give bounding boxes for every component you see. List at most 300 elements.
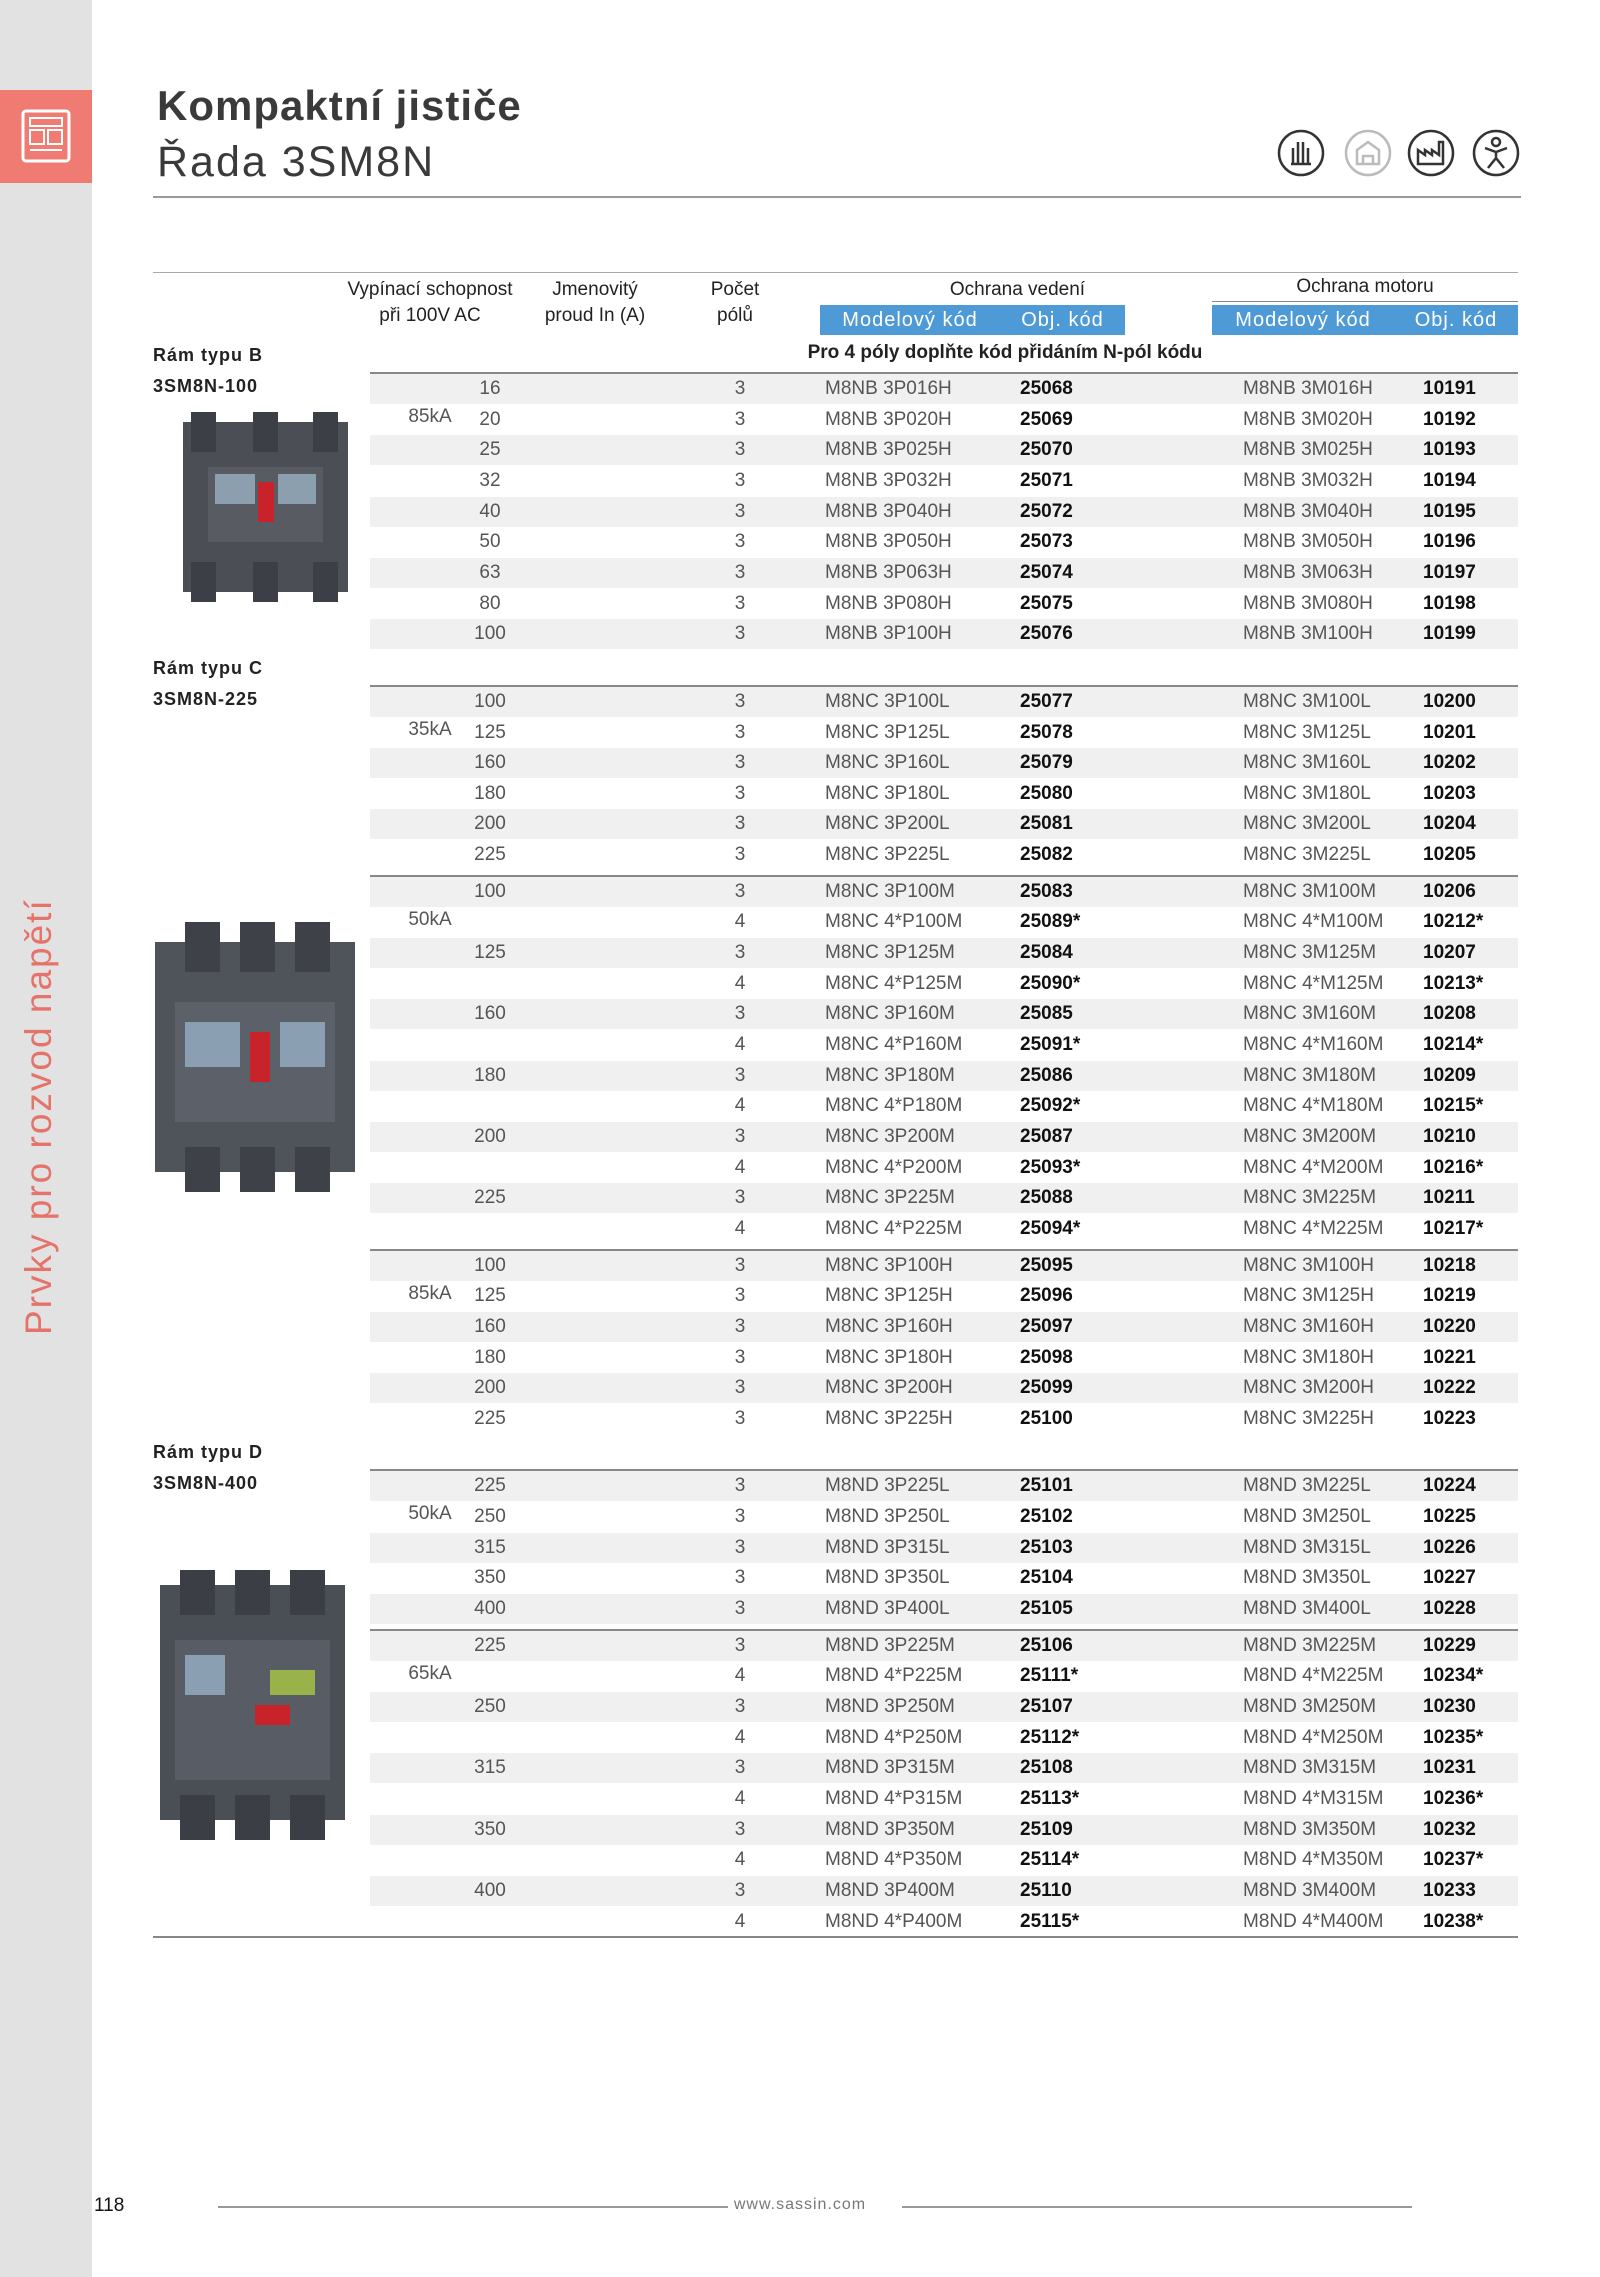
motor-order-code: 10230 [1423, 1696, 1476, 1717]
poles: 3 [734, 1407, 746, 1429]
motor-order-code: 10224 [1423, 1475, 1476, 1497]
motor-order-code: 10235* [1423, 1726, 1484, 1748]
motor-model-code: M8NC 3M225M [1243, 1187, 1377, 1209]
rated-current: 100 [474, 690, 506, 712]
table-row [370, 435, 1518, 465]
line-order-code: 25114* [1020, 1849, 1080, 1871]
motor-order-code: 10201 [1423, 721, 1476, 743]
motor-model-code: M8ND 3M350L [1243, 1567, 1371, 1589]
motor-order-code: 10195 [1423, 500, 1476, 522]
line-model-code: M8NC 3P200H [825, 1377, 953, 1399]
poles: 3 [734, 844, 746, 866]
table-row [370, 1845, 1518, 1875]
line-model-code: M8NC 3P200M [825, 1125, 955, 1147]
breaking-capacity: 35kA [408, 718, 452, 740]
rated-current: 180 [474, 1346, 506, 1368]
line-order-code: 25068 [1020, 378, 1073, 399]
table-row [370, 1091, 1518, 1121]
poles: 3 [734, 1125, 746, 1147]
line-model-code: M8NB 3P040H [825, 500, 952, 522]
table-row [370, 748, 1518, 778]
poles: 3 [734, 1254, 746, 1276]
breaking-capacity: 50kA [408, 1503, 452, 1525]
line-order-code: 25102 [1020, 1506, 1073, 1528]
line-model-code: M8NC 3P100M [825, 880, 955, 902]
header-poles: Počet pólů [710, 279, 760, 326]
line-order-code: 25077 [1020, 690, 1073, 712]
table-row [370, 1153, 1518, 1183]
motor-model-code: M8NB 3M050H [1243, 531, 1373, 553]
header-line [153, 272, 1518, 273]
motor-model-code: M8NC 3M200H [1243, 1377, 1374, 1399]
rated-current: 250 [474, 1506, 506, 1528]
table-row [370, 969, 1518, 999]
line-model-code: M8ND 3P400L [825, 1598, 950, 1620]
motor-order-code: 10207 [1423, 942, 1476, 964]
motor-order-code: 10222 [1423, 1377, 1476, 1399]
rated-current: 160 [474, 752, 506, 774]
table-row [370, 589, 1518, 619]
motor-model-code: M8ND 4*M350M [1243, 1849, 1384, 1871]
motor-model-code: M8NB 3M025H [1243, 439, 1373, 461]
motor-model-code: M8NC 4*M125M [1243, 972, 1384, 994]
line-order-code: 25095 [1020, 1254, 1073, 1276]
breaking-capacity: 65kA [408, 1662, 452, 1684]
line-order-code: 25075 [1020, 592, 1073, 614]
motor-model-code: M8NC 3M160H [1243, 1315, 1374, 1337]
line-order-code: 25084 [1020, 942, 1073, 964]
line-order-code: 25085 [1020, 1003, 1073, 1025]
line-model-code: M8NC 4*P180M [825, 1095, 963, 1117]
table-row [370, 1907, 1518, 1937]
page-number: 118 [94, 2195, 125, 2216]
poles: 3 [734, 561, 746, 583]
motor-model-code: M8NC 3M125H [1243, 1285, 1374, 1307]
poles: 4 [734, 1665, 746, 1687]
poles: 3 [734, 752, 746, 774]
table-row [370, 779, 1518, 809]
factory-icon [1406, 128, 1456, 178]
rated-current: 50 [479, 531, 501, 553]
motor-order-code: 10232 [1423, 1818, 1476, 1840]
table-row [370, 1030, 1518, 1060]
motor-order-code: 10208 [1423, 1003, 1476, 1025]
breaking-capacity: 85kA [408, 406, 452, 427]
rated-current: 200 [474, 1377, 506, 1399]
poles: 3 [734, 1598, 746, 1620]
motor-model-code: M8ND 3M250L [1243, 1506, 1371, 1528]
line-model-code: M8ND 4*P225M [825, 1665, 963, 1687]
motor-order-code: 10233 [1423, 1879, 1476, 1901]
motor-order-code: 10200 [1423, 690, 1476, 712]
line-model-code: M8NB 3P100H [825, 623, 952, 645]
header-motor-code: Obj. kód [1394, 305, 1518, 335]
line-model-code: M8ND 3P350L [825, 1567, 950, 1589]
table-row [370, 1281, 1518, 1311]
poles: 3 [734, 721, 746, 743]
header-line-protection: Ochrana vedení [949, 279, 1086, 300]
motor-model-code: M8ND 4*M400M [1243, 1910, 1384, 1932]
breaking-capacity: 85kA [408, 1282, 452, 1304]
frame-label: Rám typu B [153, 345, 264, 365]
poles: 4 [734, 1849, 746, 1871]
poles: 3 [734, 1634, 746, 1656]
line-model-code: M8ND 4*P400M [825, 1910, 963, 1932]
rated-current: 40 [479, 500, 501, 522]
motor-order-code: 10214* [1423, 1034, 1484, 1055]
motor-order-code: 10238* [1423, 1910, 1484, 1932]
header-breaking: Vypínací schopnost při 100V AC [347, 279, 513, 326]
table-row [370, 1594, 1518, 1624]
motor-order-code: 10218 [1423, 1254, 1476, 1276]
rated-current: 100 [474, 1254, 506, 1276]
line-order-code: 25092* [1020, 1095, 1081, 1117]
motor-model-code: M8ND 3M400M [1243, 1879, 1377, 1901]
line-model-code: M8ND 3P315L [825, 1536, 950, 1558]
motor-model-code: M8NB 3M016H [1243, 378, 1373, 399]
motor-model-code: M8NC 3M225L [1243, 844, 1371, 866]
line-model-code: M8NC 4*P200M [825, 1156, 963, 1178]
poles: 3 [734, 880, 746, 902]
line-order-code: 25088 [1020, 1187, 1073, 1209]
table-row [370, 1251, 1518, 1281]
table-row [370, 1214, 1518, 1244]
rated-current: 225 [474, 1187, 506, 1209]
poles: 4 [734, 972, 746, 994]
table-row [370, 619, 1518, 649]
motor-model-code: M8NC 3M160L [1243, 752, 1371, 774]
title-divider [153, 196, 1521, 198]
line-order-code: 25089* [1020, 911, 1081, 933]
line-order-code: 25094* [1020, 1217, 1081, 1239]
poles: 4 [734, 1787, 746, 1809]
motor-model-code: M8ND 3M250M [1243, 1696, 1377, 1717]
line-model-code: M8NC 4*P225M [825, 1217, 963, 1239]
line-order-code: 25087 [1020, 1125, 1073, 1147]
motor-model-code: M8NC 3M180M [1243, 1064, 1377, 1086]
motor-order-code: 10223 [1423, 1407, 1476, 1429]
poles: 4 [734, 1095, 746, 1117]
line-order-code: 25115* [1020, 1910, 1080, 1932]
line-model-code: M8NB 3P050H [825, 531, 952, 553]
motor-order-code: 10205 [1423, 844, 1476, 866]
line-model-code: M8ND 3P225L [825, 1475, 950, 1497]
motor-order-code: 10221 [1423, 1346, 1476, 1368]
line-model-code: M8ND 3P400M [825, 1879, 955, 1901]
poles: 3 [734, 782, 746, 804]
poles: 3 [734, 1536, 746, 1558]
line-model-code: M8ND 3P315M [825, 1757, 955, 1779]
rated-current: 160 [474, 1315, 506, 1337]
line-model-code: M8NC 3P225M [825, 1187, 955, 1209]
motor-model-code: M8NC 3M180H [1243, 1346, 1374, 1368]
motor-header-line [1212, 301, 1518, 302]
motor-model-code: M8ND 3M225M [1243, 1634, 1377, 1656]
rated-current: 225 [474, 1407, 506, 1429]
line-model-code: M8NC 3P160M [825, 1003, 955, 1025]
rated-current: 125 [474, 942, 506, 964]
motor-order-code: 10209 [1423, 1064, 1476, 1086]
motor-model-code: M8ND 3M225L [1243, 1475, 1371, 1497]
header-motor-protection: Ochrana motoru [1296, 276, 1434, 297]
hand-icon [1276, 128, 1326, 178]
line-order-code: 25103 [1020, 1536, 1073, 1558]
rated-current: 160 [474, 1003, 506, 1025]
poles: 3 [734, 1285, 746, 1307]
rated-current: 225 [474, 1634, 506, 1656]
motor-model-code: M8NB 3M063H [1243, 561, 1373, 583]
motor-order-code: 10219 [1423, 1285, 1476, 1307]
line-model-code: M8NC 3P125H [825, 1285, 953, 1307]
line-model-code: M8NC 4*P100M [825, 911, 963, 933]
motor-model-code: M8NC 4*M200M [1243, 1156, 1384, 1178]
motor-model-code: M8NC 3M200M [1243, 1125, 1377, 1147]
table-row [370, 1343, 1518, 1373]
poles: 3 [734, 813, 746, 835]
motor-model-code: M8NC 3M225H [1243, 1407, 1374, 1429]
poles: 3 [734, 1567, 746, 1589]
line-order-code: 25100 [1020, 1407, 1073, 1429]
motor-model-code: M8ND 3M400L [1243, 1598, 1371, 1620]
line-model-code: M8NC 3P100L [825, 690, 950, 712]
motor-order-code: 10215* [1423, 1095, 1484, 1117]
line-order-code: 25098 [1020, 1346, 1073, 1368]
motor-order-code: 10234* [1423, 1665, 1484, 1687]
line-model-code: M8NB 3P020H [825, 408, 952, 430]
table-row [370, 1183, 1518, 1213]
line-order-code: 25099 [1020, 1377, 1073, 1399]
line-model-code: M8NC 3P180H [825, 1346, 953, 1368]
table-row [370, 1692, 1518, 1722]
poles: 4 [734, 1217, 746, 1239]
line-order-code: 25097 [1020, 1315, 1073, 1337]
poles: 3 [734, 1879, 746, 1901]
motor-model-code: M8NC 3M125M [1243, 942, 1377, 964]
page-title: Kompaktní jističe [157, 82, 522, 129]
motor-order-code: 10226 [1423, 1536, 1476, 1558]
table-row [370, 718, 1518, 748]
line-model-code: M8NB 3P063H [825, 561, 952, 583]
motor-model-code: M8NC 3M100L [1243, 690, 1371, 712]
line-order-code: 25071 [1020, 469, 1073, 491]
line-order-code: 25069 [1020, 408, 1073, 430]
motor-model-code: M8NC 3M125L [1243, 721, 1371, 743]
header-rated: Jmenovitý proud In (A) [544, 279, 646, 326]
line-model-code: M8NB 3P080H [825, 592, 952, 614]
table-row [370, 1312, 1518, 1342]
rated-current: 180 [474, 782, 506, 804]
frame-model: 3SM8N-100 [153, 376, 259, 396]
line-order-code: 25086 [1020, 1064, 1073, 1086]
poles: 3 [734, 469, 746, 491]
poles: 3 [734, 1346, 746, 1368]
motor-order-code: 10203 [1423, 782, 1476, 804]
line-model-code: M8NB 3P016H [825, 378, 952, 399]
line-model-code: M8NB 3P025H [825, 439, 952, 461]
line-model-code: M8NC 3P180M [825, 1064, 955, 1086]
motor-model-code: M8NB 3M040H [1243, 500, 1373, 522]
motor-order-code: 10237* [1423, 1849, 1484, 1871]
motor-order-code: 10227 [1423, 1567, 1476, 1589]
line-model-code: M8NC 3P100H [825, 1254, 953, 1276]
motor-order-code: 10210 [1423, 1125, 1476, 1147]
rated-current: 25 [479, 439, 501, 461]
motor-order-code: 10236* [1423, 1787, 1484, 1809]
motor-order-code: 10216* [1423, 1156, 1484, 1178]
motor-model-code: M8NC 4*M180M [1243, 1095, 1384, 1117]
motor-order-code: 10196 [1423, 531, 1476, 553]
poles: 3 [734, 1315, 746, 1337]
motor-order-code: 10193 [1423, 439, 1476, 461]
table-row [370, 877, 1518, 907]
rated-current: 350 [474, 1567, 506, 1589]
header-line-code: Obj. kód [1000, 305, 1125, 335]
poles: 3 [734, 500, 746, 522]
table-row [370, 1373, 1518, 1403]
motor-model-code: M8NC 3M100M [1243, 880, 1377, 902]
breaker-photo-frame-d [160, 1570, 345, 1840]
header-line-model: Modelový kód [820, 305, 1000, 335]
motor-order-code: 10197 [1423, 561, 1476, 583]
table-row [370, 840, 1518, 870]
rated-current: 400 [474, 1879, 506, 1901]
poles: 4 [734, 1034, 746, 1055]
table-row [370, 1876, 1518, 1906]
line-order-code: 25111* [1020, 1665, 1079, 1687]
motor-order-code: 10199 [1423, 623, 1476, 645]
line-order-code: 25107 [1020, 1696, 1073, 1717]
motor-model-code: M8NC 4*M160M [1243, 1034, 1384, 1055]
line-order-code: 25073 [1020, 531, 1073, 553]
table-row [370, 1502, 1518, 1532]
line-order-code: 25113* [1020, 1787, 1080, 1809]
table-row [370, 1661, 1518, 1691]
poles: 3 [734, 623, 746, 645]
line-model-code: M8NC 3P125M [825, 942, 955, 964]
line-model-code: M8ND 3P350M [825, 1818, 955, 1840]
line-order-code: 25083 [1020, 880, 1073, 902]
table-row [370, 527, 1518, 557]
poles: 3 [734, 531, 746, 553]
motor-order-code: 10198 [1423, 592, 1476, 614]
line-order-code: 25106 [1020, 1634, 1073, 1656]
poles: 3 [734, 1506, 746, 1528]
line-model-code: M8ND 3P225M [825, 1634, 955, 1656]
motor-model-code: M8NC 4*M225M [1243, 1217, 1384, 1239]
line-order-code: 25104 [1020, 1567, 1073, 1589]
table-row [370, 1784, 1518, 1814]
line-model-code: M8NB 3P032H [825, 469, 952, 491]
poles: 3 [734, 378, 746, 399]
motor-model-code: M8NC 3M200L [1243, 813, 1371, 835]
poles: 3 [734, 1187, 746, 1209]
line-model-code: M8ND 3P250L [825, 1506, 950, 1528]
motor-order-code: 10191 [1423, 378, 1476, 399]
table-row [370, 999, 1518, 1029]
line-order-code: 25101 [1020, 1475, 1073, 1497]
motor-model-code: M8NB 3M100H [1243, 623, 1373, 645]
line-order-code: 25078 [1020, 721, 1073, 743]
table-row [370, 938, 1518, 968]
line-order-code: 25076 [1020, 623, 1073, 645]
motor-order-code: 10206 [1423, 880, 1476, 902]
motor-model-code: M8NB 3M020H [1243, 408, 1373, 430]
poles: 3 [734, 1696, 746, 1717]
rated-current: 200 [474, 813, 506, 835]
line-model-code: M8ND 4*P250M [825, 1726, 963, 1748]
poles: 4 [734, 1910, 746, 1932]
motor-model-code: M8NC 4*M100M [1243, 911, 1384, 933]
line-model-code: M8NC 3P160L [825, 752, 950, 774]
poles: 3 [734, 1818, 746, 1840]
table-row [370, 466, 1518, 496]
table-row [370, 1723, 1518, 1753]
breaker-photo-frame-c [155, 922, 355, 1192]
line-model-code: M8NC 4*P125M [825, 972, 963, 994]
motor-order-code: 10217* [1423, 1217, 1484, 1239]
table-row [370, 907, 1518, 937]
building-icon [1343, 128, 1393, 178]
rated-current: 125 [474, 1285, 506, 1307]
person-icon [1471, 128, 1521, 178]
line-model-code: M8NC 3P180L [825, 782, 950, 804]
line-order-code: 25108 [1020, 1757, 1073, 1779]
rated-current: 100 [474, 880, 506, 902]
motor-model-code: M8NC 3M160M [1243, 1003, 1377, 1025]
poles: 3 [734, 439, 746, 461]
panel-icon [0, 90, 92, 183]
frame-model: 3SM8N-225 [153, 688, 259, 709]
header-motor-model: Modelový kód [1212, 305, 1394, 335]
line-order-code: 25070 [1020, 439, 1073, 461]
table-row [370, 1061, 1518, 1091]
line-order-code: 25081 [1020, 813, 1073, 835]
line-order-code: 25109 [1020, 1818, 1073, 1840]
poles: 3 [734, 1757, 746, 1779]
poles: 3 [734, 1475, 746, 1497]
motor-order-code: 10192 [1423, 408, 1476, 430]
table-row [370, 1122, 1518, 1152]
motor-order-code: 10231 [1423, 1757, 1476, 1779]
rated-current: 32 [479, 469, 501, 491]
breaking-capacity: 50kA [408, 908, 452, 930]
table-row [370, 558, 1518, 588]
poles: 3 [734, 592, 746, 614]
table-row [370, 497, 1518, 527]
line-order-code: 25091* [1020, 1034, 1081, 1055]
motor-model-code: M8NC 3M100H [1243, 1254, 1374, 1276]
footer-line-right [902, 2206, 1412, 2208]
rated-current: 315 [474, 1536, 506, 1558]
line-order-code: 25096 [1020, 1285, 1073, 1307]
line-order-code: 25079 [1020, 752, 1073, 774]
motor-order-code: 10202 [1423, 752, 1476, 774]
motor-model-code: M8ND 4*M225M [1243, 1665, 1384, 1687]
line-model-code: M8NC 3P160H [825, 1315, 953, 1337]
side-label: Prvky pro rozvod napětí [18, 898, 59, 1335]
line-order-code: 25093* [1020, 1156, 1081, 1178]
table-row [370, 1753, 1518, 1783]
table-row [370, 374, 1518, 404]
table-row [370, 1404, 1518, 1434]
line-order-code: 25112* [1020, 1726, 1080, 1748]
table-row [370, 1533, 1518, 1563]
frame-model: 3SM8N-400 [153, 1473, 259, 1494]
rated-current: 180 [474, 1064, 506, 1086]
motor-order-code: 10228 [1423, 1598, 1476, 1620]
motor-model-code: M8ND 4*M250M [1243, 1726, 1384, 1748]
motor-model-code: M8NC 3M180L [1243, 782, 1371, 804]
